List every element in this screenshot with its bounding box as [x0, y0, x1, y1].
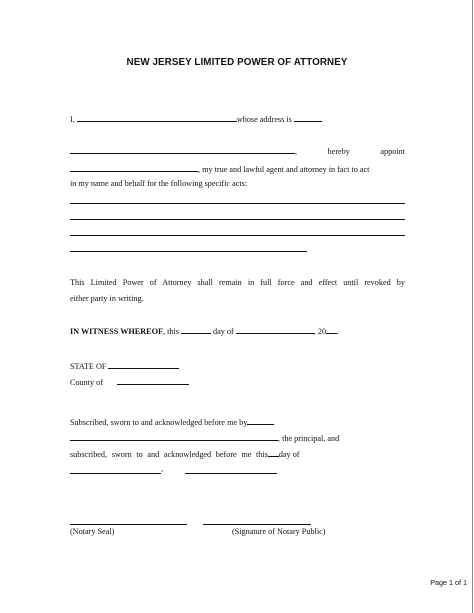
agent-line: [70, 164, 369, 176]
specific-acts-rule-3[interactable]: [70, 235, 405, 236]
subscribed-text-2: , the principal, and: [278, 434, 340, 443]
state-label: STATE OF: [70, 362, 109, 371]
witness-heading: IN WITNESS WHEREOF: [70, 327, 163, 336]
principal-name-blank[interactable]: [77, 114, 237, 122]
county-blank[interactable]: [117, 377, 189, 385]
document-title: NEW JERSEY LIMITED POWER OF ATTORNEY: [126, 57, 348, 68]
subscribed-month-rule[interactable]: [70, 473, 161, 474]
subscribed-line-4: [161, 465, 163, 477]
notary-signature-label: (Signature of Notary Public): [232, 527, 326, 536]
specific-acts-rule-4[interactable]: [70, 251, 307, 252]
effect-line-1: [70, 279, 405, 287]
address-blank[interactable]: [294, 114, 322, 122]
subscribed-comma: ,: [161, 464, 164, 473]
subscribed-line-2: [70, 433, 339, 445]
subscribed-text-1: Subscribed, sworn to and acknowledged before me by: [70, 418, 248, 427]
specific-acts-line: [70, 180, 247, 192]
notary-seal-label: (Notary Seal): [70, 527, 115, 536]
subscribed-line-1: [70, 417, 274, 429]
county-line: [70, 377, 189, 389]
effect-line-2: [70, 295, 144, 307]
notary-seal-rule[interactable]: [70, 524, 187, 525]
principal-line: [70, 114, 322, 126]
specific-acts-text: in my name and behalf for the following specific acts:: [70, 179, 248, 188]
principal-signature-blank[interactable]: [70, 146, 295, 154]
witness-day-blank[interactable]: [181, 326, 211, 334]
witness-month-blank[interactable]: [236, 326, 314, 334]
notary-signature-rule[interactable]: [203, 524, 311, 525]
agent-name-blank[interactable]: [70, 164, 198, 172]
effect-text-1: This Limited Power of Attorney shall remain in full force and effect until revoked by: [70, 278, 405, 287]
principal-name-blank-2[interactable]: [70, 433, 278, 441]
appoint-line: , hereby appoint: [70, 146, 405, 156]
principal-prefix: I,: [70, 115, 77, 124]
effect-text-2: either party in writing.: [70, 294, 144, 303]
state-line: [70, 361, 179, 373]
page-edge: [472, 0, 473, 613]
hereby-text: hereby: [327, 147, 350, 156]
specific-acts-rule-1[interactable]: [70, 203, 405, 204]
address-label: whose address is: [236, 115, 294, 124]
subscribed-day-blank[interactable]: [268, 449, 279, 457]
subscribed-name-blank[interactable]: [247, 417, 274, 425]
subscribed-text-3b: day of: [278, 450, 300, 459]
agent-line-text: , my true and lawful agent and attorney in fact to act: [198, 165, 370, 174]
witness-twenty: , 20: [313, 327, 327, 336]
subscribed-line-3: [70, 449, 300, 461]
witness-line: [70, 326, 339, 338]
witness-year-blank[interactable]: [326, 326, 340, 336]
subscribed-text-3a: subscribed, sworn to and acknowledged before me this: [70, 450, 268, 459]
page-number: Page 1 of 1: [430, 578, 467, 587]
state-blank[interactable]: [108, 361, 179, 369]
county-label: County of: [70, 378, 103, 387]
witness-period: .: [337, 327, 340, 336]
subscribed-year-rule[interactable]: [185, 473, 277, 474]
appoint-text: appoint: [380, 147, 405, 156]
specific-acts-rule-2[interactable]: [70, 219, 405, 220]
witness-this: , this: [162, 327, 181, 336]
witness-dayof: day of: [210, 327, 236, 336]
